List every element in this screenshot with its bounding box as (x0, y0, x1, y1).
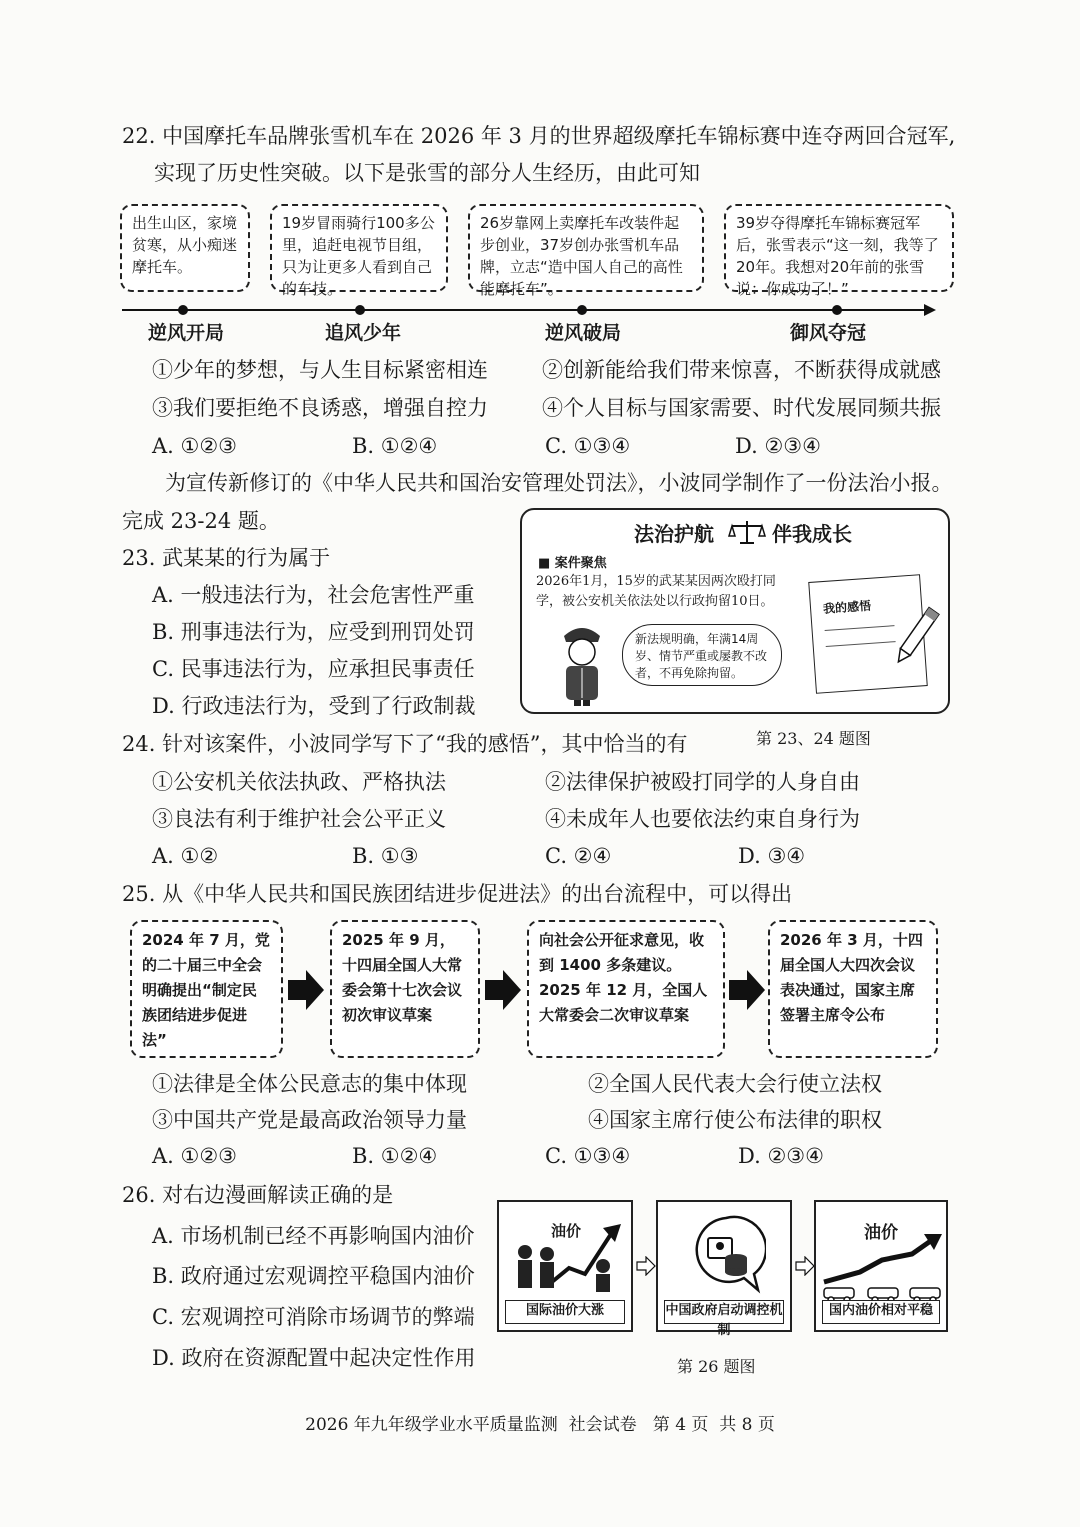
q26-choice-c: C. 宏观调控可消除市场调节的弊端 (152, 1305, 475, 1329)
q22-box-3: 26岁靠网上卖摩托车改装件起步创业，37岁创办张雪机车品牌，立志“造中国人自己的高性能摩托车”。 (468, 204, 704, 292)
q24-option-1: ①公安机关依法执政、严格执法 (152, 770, 446, 794)
q25-flow-box-4: 2026 年 3 月，十四届全国人大四次会议表决通过，国家主席签署主席令公布 (768, 920, 938, 1058)
q25-choice-a: A. ①②③ (152, 1144, 237, 1168)
q23-choice-b: B. 刑事违法行为，应受到刑罚处罚 (152, 620, 475, 644)
q25-option-1: ①法律是全体公民意志的集中体现 (152, 1072, 467, 1096)
poster-case-text: 2026年1月，15岁的武某某因两次殴打同学，被公安机关依法处以行政拘留10日。 (536, 574, 776, 609)
intro-23-24-line1: 为宣传新修订的《中华人民共和国治安管理处罚法》，小波同学制作了一份法治小报。 (165, 471, 953, 495)
q25-choice-c: C. ①③④ (545, 1144, 631, 1168)
q25-option-4: ④国家主席行使公布法律的职权 (588, 1108, 882, 1132)
q25-choice-d: D. ②③④ (738, 1144, 824, 1168)
q25-flow-box-3: 向社会公开征求意见，收到 1400 多条建议。2025 年 12 月，全国人大常委会二次审议草案 (527, 920, 725, 1058)
q24-choice-d: D. ③④ (738, 844, 806, 868)
panel-arrow-icon (636, 1256, 656, 1276)
timeline-arrow (118, 296, 938, 320)
q24-choice-b: B. ①③ (352, 844, 419, 868)
comic-panel-3 (814, 1200, 948, 1332)
figure-caption-26: 第 26 题图 (677, 1357, 756, 1376)
q24-option-2: ②法律保护被殴打同学的人身自由 (545, 770, 860, 794)
q26-stem: 26. 对右边漫画解读正确的是 (122, 1183, 394, 1207)
q25-choice-b: B. ①②④ (352, 1144, 438, 1168)
rising-price-arrow-icon (507, 1212, 627, 1296)
q24-option-4: ④未成年人也要依法约束自身行为 (545, 807, 860, 831)
timeline-dot (178, 305, 188, 315)
police-officer-icon (552, 618, 612, 706)
q22-option-1: ①少年的梦想，与人生目标紧密相连 (152, 358, 488, 382)
stage-label: 御风夺冠 (790, 322, 867, 344)
q22-stem-line2: 实现了历史性突破。以下是张雪的部分人生经历，由此可知 (154, 161, 700, 185)
q22-option-2: ②创新能给我们带来惊喜，不断获得成就感 (542, 358, 941, 382)
q22-box-4: 39岁夺得摩托车锦标赛冠军后，张雪表示“这一刻，我等了20年。我想对20年前的张雪说：你成功了！” (724, 204, 954, 292)
q22-choice-a: A. ①②③ (152, 434, 237, 458)
q22-stem-line1: 22. 中国摩托车品牌张雪机车在 2026 年 3 月的世界超级摩托车锦标赛中连夺两回合冠军, (122, 124, 956, 148)
pencil-icon (892, 602, 942, 672)
q22-box-2: 19岁冒雨骑行100多公里，追赶电视节目组，只为让更多人看到自己的车技。 (270, 204, 448, 292)
q22-option-3: ③我们要拒绝不良诱惑，增强自控力 (152, 396, 488, 420)
q23-stem: 23. 武某某的行为属于 (122, 546, 331, 570)
flow-arrow-icon (288, 970, 324, 1010)
poster-section-heading: ■ 案件聚焦 (538, 556, 607, 571)
stage-label: 逆风开局 (148, 322, 225, 344)
q24-choice-c: C. ②④ (545, 844, 612, 868)
stage-label: 逆风破局 (545, 322, 622, 344)
panel-2-caption: 中国政府启动调控机制 (664, 1300, 784, 1324)
q22-option-4: ④个人目标与国家需要、时代发展同频共振 (542, 396, 941, 420)
q22-choice-c: C. ①③④ (545, 434, 631, 458)
intro-23-24-line2: 完成 23-24 题。 (122, 509, 280, 533)
q26-choice-a: A. 市场机制已经不再影响国内油价 (152, 1224, 475, 1248)
poster-title-left: 法治护航 (634, 522, 714, 546)
panel-3-title: 油价 (864, 1223, 898, 1243)
page-footer: 2026 年九年级学业水平质量监测 社会试卷 第 4 页 共 8 页 (305, 1415, 775, 1435)
government-control-icon (686, 1212, 766, 1298)
q22-choice-d: D. ②③④ (735, 434, 821, 458)
q24-option-3: ③良法有利于维护社会公平正义 (152, 807, 446, 831)
law-poster (520, 508, 950, 714)
comic-panel-2 (656, 1200, 792, 1338)
q26-choice-d: D. 政府在资源配置中起决定性作用 (152, 1346, 476, 1370)
q23-choice-c: C. 民事违法行为，应承担民事责任 (152, 657, 475, 681)
timeline-dot (355, 305, 365, 315)
panel-1-title: 油价 (551, 1222, 582, 1240)
q26-choice-b: B. 政府通过宏观调控平稳国内油价 (152, 1264, 475, 1288)
q25-stem: 25. 从《中华人民共和国民族团结进步促进法》的出台流程中，可以得出 (122, 882, 793, 906)
q22-choice-b: B. ①②④ (352, 434, 438, 458)
q24-stem: 24. 针对该案件，小波同学写下了“我的感悟”，其中恰当的有 (122, 732, 688, 756)
panel-1-caption: 国际油价大涨 (505, 1300, 625, 1324)
q25-option-3: ③中国共产党是最高政治领导力量 (152, 1108, 467, 1132)
scales-icon (727, 518, 767, 546)
q25-flow-box-1: 2024 年 7 月，党的二十届三中全会明确提出“制定民族团结进步促进法” (130, 920, 283, 1058)
q24-choice-a: A. ①② (152, 844, 219, 868)
note-title: 我的感悟 (822, 598, 872, 617)
q23-choice-a: A. 一般违法行为，社会危害性严重 (152, 583, 475, 607)
comic-panel-1 (497, 1200, 633, 1332)
panel-arrow-icon (795, 1256, 815, 1276)
timeline-dot (832, 305, 842, 315)
poster-title-right: 伴我成长 (772, 522, 852, 546)
stable-price-icon (820, 1226, 944, 1306)
q23-choice-d: D. 行政违法行为，受到了行政制裁 (152, 694, 476, 718)
q22-box-1: 出生山区，家境贫寒，从小痴迷摩托车。 (120, 204, 250, 292)
speech-bubble: 新法规明确，年满14周岁、情节严重或屡教不改者，不再免除拘留。 (622, 624, 782, 686)
q25-flow-box-2: 2025 年 9 月，十四届全国人大常委会第十七次会议初次审议草案 (330, 920, 480, 1058)
timeline-dot (577, 305, 587, 315)
stage-label: 追风少年 (325, 322, 402, 344)
q25-option-2: ②全国人民代表大会行使立法权 (588, 1072, 882, 1096)
flow-arrow-icon (729, 970, 765, 1010)
panel-3-caption: 国内油价相对平稳 (822, 1300, 940, 1324)
figure-caption-23-24: 第 23、24 题图 (756, 729, 871, 748)
flow-arrow-icon (485, 970, 521, 1010)
